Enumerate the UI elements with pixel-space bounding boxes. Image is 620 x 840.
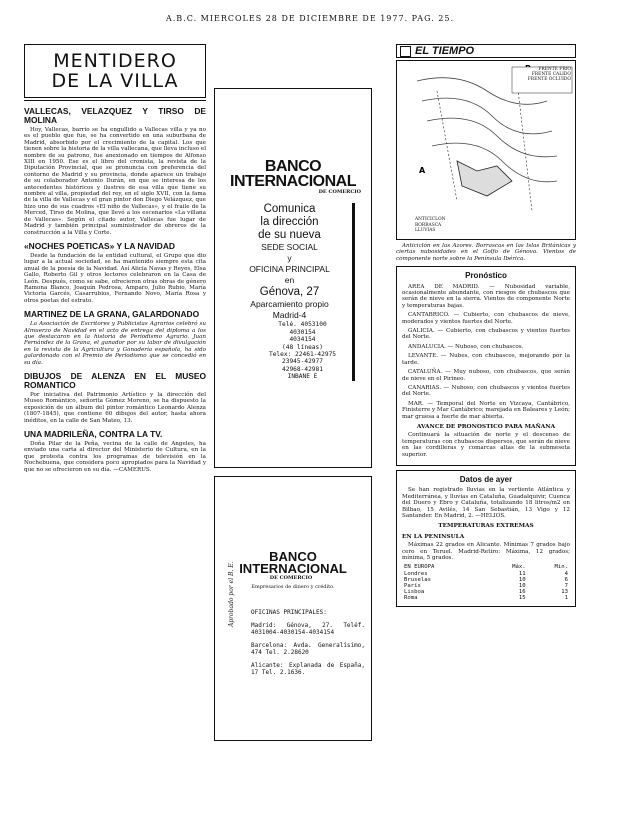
map-icon: [397, 61, 575, 237]
table-row: Roma 15 1: [404, 595, 568, 602]
phone-list: Telé. 4053100 4030154 4034154 (48 líneas) Telex: 22461-42975 23945-42977 42968-42981 INBANE E: [268, 321, 337, 381]
table-row: Bruselas 10 6: [404, 576, 568, 583]
ad-text: Comunica la dirección de su nueva SEDE SOCIAL y OFICINA PRINCIPAL en Génova, 27 Aparcamiento propio Madrid-4 Telé. 4053100 4030154 4034154 (48 líneas) Telex: 22461-42975 23945-42977 42968-42981 INBANE E: [231, 203, 355, 380]
bank-advertisement-2: Aprobado por el B. E. BANCO INTERNACIONAL DE COMERCIO Empresarios de dinero y crédito. OFICINAS PRINCIPALES: Madrid: Génova, 27. Teléf. 4031004-4030154-4034154 Barcelona: Avda. Generalísimo, 474 Tel. 2.28620 Alicante: Explanada de España, 17 Tel. 2.1636.: [214, 476, 372, 741]
item-body: Desde la fundación de la entidad cultural, el Grupo que dio lugar a la actual sociedad, se ha mantenido siempre esta cita anual de la poesía de la Navidad. Así Alicia Navas y Reyes, Elsa Gallo, Roberto Gil y otros lectores celebraron en la Casa de León. Después, como se sabe, ofrecieron otras obras de género Ramona Blanco, Joaquín Pedrosa, Amparo, Julio Rubio, María Victoria Garcés, Casarrubios, Fernando Novo, María Rosa y otros poetas del estrato.: [24, 252, 206, 304]
pronostico-box: Pronóstico AREA DE MADRID. — Nubosidad variable, ocasionalmente abundante, con riesgos de chubascos que serán de nieve en la sierra. Vientos de componente Norte y temperaturas bajas. CANTABRICO. — Cubierto, con chubascos de nieve, moderados y vientos fuertes del Norte. GALICIA. — Cubierto, con chubascos y vientos fuertes del Norte. ANDALUCIA. — Nuboso, con chubascos. LEVANTE. — Nubes, con chubascos, mejorando por la tarde. CATALUÑA. — Muy nuboso, con chubascos, que serán de nieve en el Pirineo. CANARIAS. — Nuboso, con chubascos y vientos fuertes del Norte. MAR. — Temporal del Norte en Vizcaya, Cantábrico, Finisterre y Mar Cantábrico; marejada en Baleares y León; mar gruesa a fuerte de mar abierta. AVANCE DE PRONOSTICO PARA MAÑANA Continuará la situación de norte y el descenso de temperaturas con chubascos dispersos, que serán de nieve en las cordilleras y comarcas altas de la submeseta superior.: [396, 266, 576, 466]
item-title: «NOCHES POETICAS» Y LA NAVIDAD: [24, 240, 175, 251]
bank-logo: BANCO INTERNACIONAL: [230, 158, 356, 190]
column-mentidero: [24, 44, 206, 476]
europe-temperatures-table: [402, 564, 570, 601]
item-title: VALLECAS, VELAZQUEZ Y TIRSO DE MOLINA: [24, 106, 206, 125]
weather-map: A FRENTE FRIO FRENTE CALIDO FRENTE OCLUIDO ANTICICLON BORRASCA LLUVIAS: [396, 60, 576, 240]
bank-logo: BANCO INTERNACIONAL: [239, 549, 347, 576]
bank-advertisement: BANCO INTERNACIONAL DE COMERCIO Comunica la dirección de su nueva SEDE SOCIAL y OFICINA PRINCIPAL en Génova, 27 Aparcamiento propio Madrid-4 Telé. 4053100 4030154 4034154 (48 líneas) Telex: 22461-42975 23945-42977 42968-42981 INBANE E: [214, 88, 372, 468]
office-list: OFICINAS PRINCIPALES: Madrid: Génova, 27. Teléf. 4031004-4030154-4034154 Barcelona: Avda. Generalísimo, 474 Tel. 2.28620 Alicante: Explanada de España, 17 Tel. 2.1636.: [251, 608, 365, 676]
item-body: Hoy, Vallecas, barrio se ha engullido a Vallecas villa y ya no es el pueblo que fue, se ha convertido en una suburbana de Madrid, absorbido por el crecimiento de la capital. Los que tienen sobre la historia de la villa vallecana, que lleva incluso el nombre de su patrono, fue anexionado en tiempos de Alfonso XIII en 1950. Ese es el libro del cronista, la revista de la Diputación Provincial, que se pronuncia con preferencia del contorno de Madrid y su provincia, donde aparece un trabajo de su colaborador Antonio Durán, en que se interesa de los antecedentes históricos y ilustres de esa villa que tiene su nombre al villa, propiedad del rey, en el siglo XVII, con la fama de la villa de Vallecas y el gran pintor don Diego Velázquez, que hizo uno de sus cuadros «El niño de Vallecas», y el fraile de la Merced, Tirso de Molina, que llevó a los escenarios «La villana de Vallecas». Según el citado autor, Vallecas fue lugar de Madrid y también principal suministrador de obreros de la construcción a la Villa y Corte.: [24, 127, 206, 236]
square-icon: [400, 46, 411, 57]
column-ads: [214, 44, 372, 741]
item-title: DIBUJOS DE ALENZA EN EL MUSEO ROMANTICO: [24, 371, 206, 390]
item-body: La Asociación de Escritores y Publicistas Agrarios celebró su Almuerzo de Navidad en el acto de entrega del diploma a los que destacaron en la historia de Periodismo Agrario. Juan Fernández de la Grana, el ganador por su labor de divulgación en la revista de la Agricultura y Ganadería española, ha sido galardonado con el Premio de Periodismo que se concedió en su día.: [24, 321, 206, 366]
mentidero-title: MENTIDERO DE LA VILLA: [24, 44, 206, 98]
svg-text:A: A: [419, 166, 426, 175]
table-row: París 10 7: [404, 583, 568, 590]
item-body: Doña Pilar de la Peña, vecina de la calle de Angeles, ha enviado una carta al director del Ministerio de Cultura, en la que protesta contra los programas de televisión en la Nochebuena, que considera poco apropiados para la Navidad y que no se ofrecieron en su día. —CAMERUS.: [24, 441, 206, 473]
vertical-note: Aprobado por el B. E.: [228, 561, 235, 627]
item-body: Por iniciativa del Patrimonio Artístico y la dirección del Museo Romántico, señorita Gómez Moreno, se ha dispuesto la exposición de un álbum del pintor romántico Leonardo Alenza (1807-1845), que contiene 60 dibujos del autor, hasta ahora inéditos, en la calle de San Mateo, 13.: [24, 392, 206, 424]
column-weather: [396, 44, 576, 607]
item-title: UNA MADRILEÑA, CONTRA LA TV.: [24, 429, 163, 440]
table-row: Londres 11 4: [404, 570, 568, 577]
weather-title: EL TIEMPO: [396, 44, 576, 58]
table-row: Lisboa 16 13: [404, 589, 568, 596]
table-header: EN EUROPA Máx. Mín.: [404, 564, 568, 571]
page-header: A.B.C. MIERCOLES 28 DE DICIEMBRE DE 1977. PAG. 25.: [165, 14, 454, 23]
datos-box: Datos de ayer Se han registrado lluvias en la vertiente Atlántica y Mediterránea, y lluvias en Cataluña, Guadalquivir, Cuenca del Duero y Ebro y Cataluña, totalizando 18 litros/m2 en Bilbao, 15 Avilés, 14 San Sebastián, 13 Vigo y 12 Santander. En Madrid, 2. —HELIOS. TEMPERATURAS EXTREMAS EN LA PENINSULA Máximas 22 grados en Alicante. Mínimas 7 grados bajo cero en Teruel. Madrid-Retiro: Máxima, 12 grados; mínima, 5 grados. EN EUROPA Máx. Mín. Londres 11 4 Bruselas 10 6 París 10 7 Lisboa 16 13 Roma 15 1: [396, 470, 576, 607]
item-title: MARTINEZ DE LA GRANA, GALARDONADO: [24, 309, 200, 320]
map-caption: Anticiclón en las Azores. Borrascas en las Islas Británicas y ciertas nubosidades en el Golfo de Génova. Vientos de componente norte sobre la Península Ibérica.: [396, 243, 576, 262]
